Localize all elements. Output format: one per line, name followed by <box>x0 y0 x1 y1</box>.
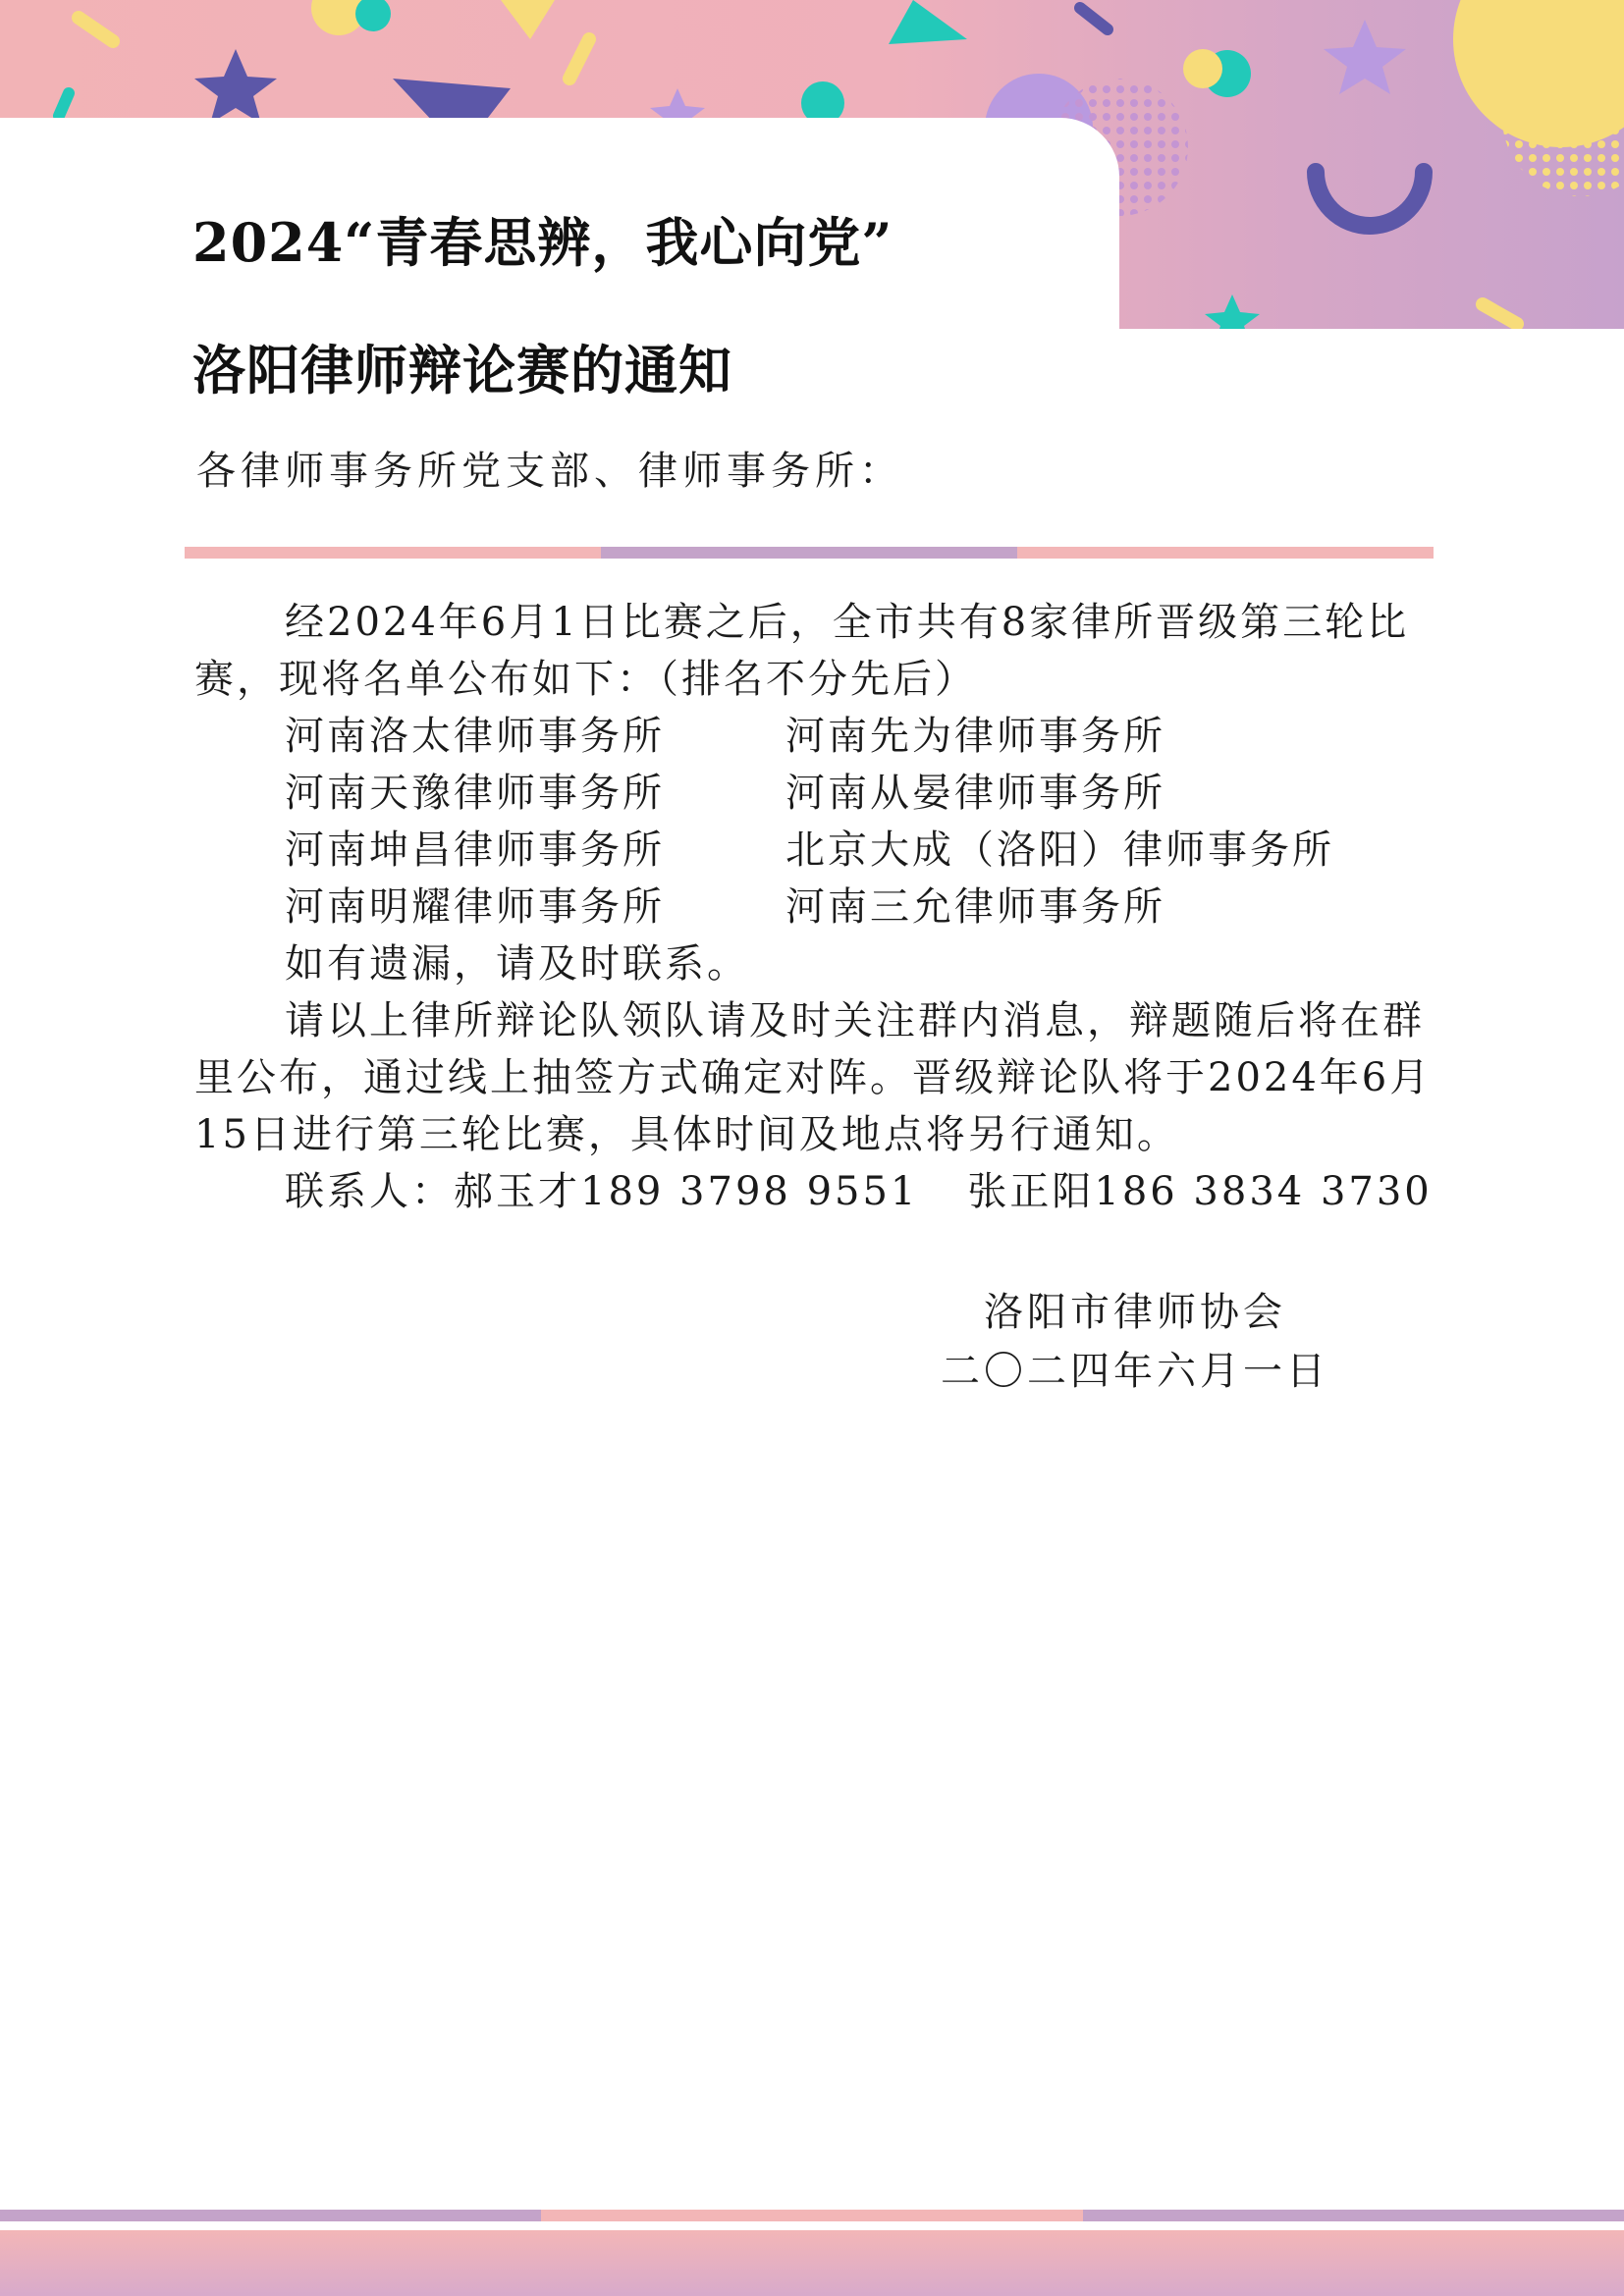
issuing-organization: 洛阳市律师协会 <box>984 1290 1286 1335</box>
divider-segment <box>1083 2210 1624 2221</box>
notice-title-line-2: 洛阳律师辩论赛的通知 <box>192 339 732 401</box>
issue-date: 二〇二四年六月一日 <box>941 1349 1329 1394</box>
firm-name: 河南先为律师事务所 <box>785 714 1165 759</box>
notice-title-line-1: 2024“青春思辨，我心向党” <box>192 211 893 274</box>
firm-name: 河南明耀律师事务所 <box>285 884 665 930</box>
divider-segment <box>541 2210 1082 2221</box>
firm-name: 河南三允律师事务所 <box>785 884 1165 930</box>
contact-label: 联系人： <box>285 1169 454 1214</box>
divider-segment <box>0 2210 541 2221</box>
intro-paragraph: 经2024年6月1日比赛之后，全市共有8家律所晋级第三轮比赛，现将名单公布如下：（排名不分先后） <box>194 600 1410 702</box>
contact-person-1: 郝玉才189 3798 9551 <box>454 1169 919 1214</box>
notice-body <box>194 594 1441 1220</box>
contact-line <box>194 1163 1441 1220</box>
footer-divider <box>0 2210 1624 2221</box>
divider-segment <box>1017 547 1434 559</box>
omission-note: 如有遗漏，请及时联系。 <box>285 941 749 987</box>
advancing-firms-list <box>194 708 1441 935</box>
footer-band <box>0 2230 1624 2296</box>
contact-person-2: 张正阳186 3834 3730 <box>967 1169 1433 1214</box>
firm-name: 河南洛太律师事务所 <box>285 714 665 759</box>
instructions-paragraph: 请以上律所辩论队领队请及时关注群内消息，辩题随后将在群里公布，通过线上抽签方式确定对阵。晋级辩论队将于2024年6月15日进行第三轮比赛，具体时间及地点将另行通知。 <box>194 998 1433 1157</box>
divider-segment <box>601 547 1017 559</box>
section-divider <box>185 547 1434 559</box>
firm-name: 河南从晏律师事务所 <box>785 771 1165 816</box>
firm-name: 河南坤昌律师事务所 <box>285 828 665 873</box>
divider-segment <box>185 547 601 559</box>
signature-block <box>941 1283 1329 1401</box>
firm-name: 北京大成（洛阳）律师事务所 <box>785 828 1334 873</box>
firm-name: 河南天豫律师事务所 <box>285 771 665 816</box>
addressee: 各律师事务所党支部、律师事务所： <box>196 449 903 494</box>
